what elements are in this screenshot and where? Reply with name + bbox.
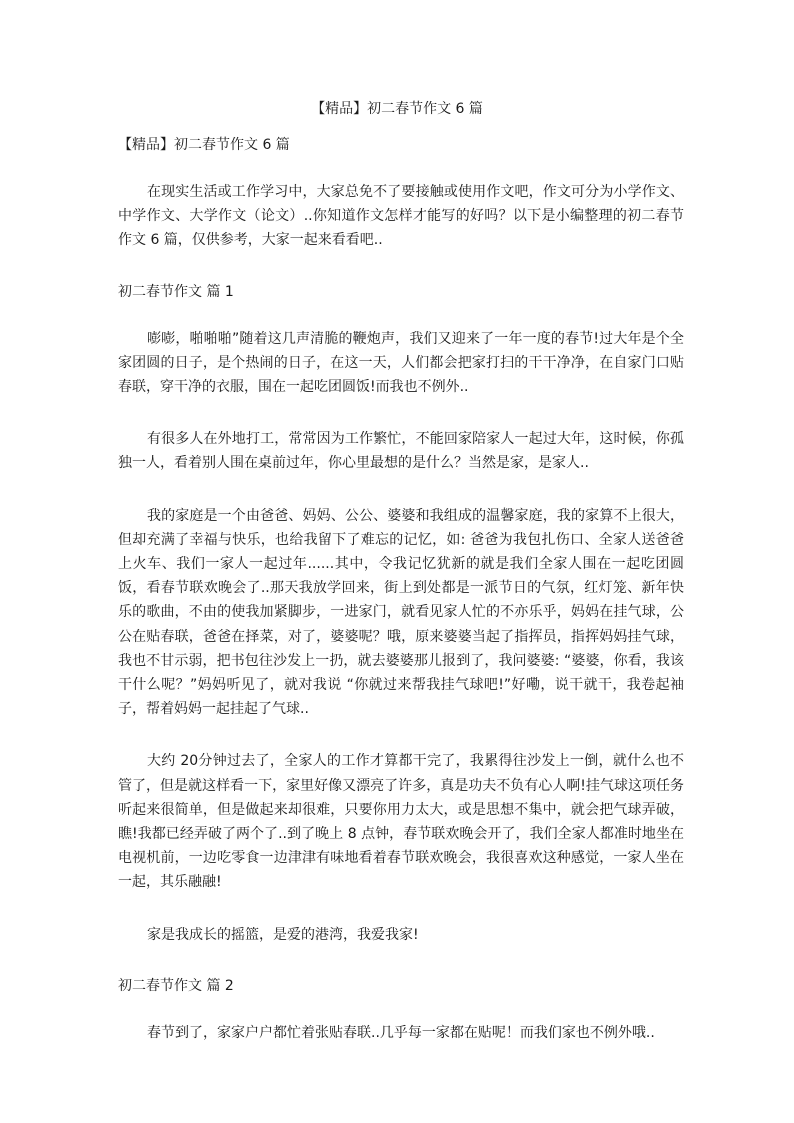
section-2-paragraph: 春节到了，家家户户都忙着张贴春联..几乎每一家都在贴呢！而我们家也不例外哦..: [147, 1024, 655, 1041]
section-1-paragraph: 嘭嘭，啪啪啪”随着这几声清脆的鞭炮声，我们又迎来了一年一度的春节!过大年是个全家团圆的日子，是个热闹的日子，在这一天，人们都会把家打扫的干干净净，在自家门口贴春联，穿干净的衣服，围在一起吃团圆饭!而我也不例外..: [118, 330, 684, 396]
section-1-paragraph: 家是我成长的摇篮，是爱的港湾，我爱我家!: [147, 926, 419, 943]
document-body: [118, 134, 684, 1045]
document-subtitle: 【精品】初二春节作文 6 篇: [118, 137, 290, 153]
section-1-heading: 初二春节作文 篇 1: [118, 283, 234, 300]
document-title: 【精品】初二春节作文 6 篇: [311, 101, 483, 117]
section-1-paragraph: 我的家庭是一个由爸爸、妈妈、公公、婆婆和我组成的温馨家庭，我的家算不上很大，但却充满了幸福与快乐，也给我留下了难忘的记忆，如: 爸爸为我包扎伤口、全家人送爸爸上火车、我们一家人一起过年......其中，令我记忆犹新的就是我们全家人围在一起吃团圆饭，看春节联欢晚会了..那天我放学回来，街上到处都是一派节日的气氛，红灯笼、新年快乐的歌曲，不由的使我加紧脚步，一进家门，就看见家人忙的不亦乐乎，妈妈在挂气球，公公在贴春联，爸爸在择菜，对了，婆婆呢？哦，原来婆婆当起了指挥员，指挥妈妈挂气球，我也不甘示弱，把书包往沙发上一扔，就去婆婆那儿报到了，我问婆婆: “婆婆，你看，我该干什么呢？”妈妈听见了，就对我说 “你就过来帮我挂气球吧!”好嘞，说干就干，我卷起袖子，帮着妈妈一起挂起了气球..: [118, 507, 684, 718]
section-1-paragraph: 有很多人在外地打工，常常因为工作繁忙，不能回家陪家人一起过大年，这时候，你孤独一人，看着别人围在桌前过年，你心里最想的是什么？当然是家，是家人..: [118, 431, 684, 472]
intro-paragraph: 在现实生活或工作学习中，大家总免不了要接触或使用作文吧，作文可分为小学作文、中学作文、大学作文（论文）..你知道作文怎样才能写的好吗？以下是小编整理的初二春节作文 6 篇，仅供参考，大家一起来看看吧..: [118, 184, 684, 249]
section-2-heading: 初二春节作文 篇 2: [118, 977, 234, 994]
section-1-paragraph: 大约 20分钟过去了，全家人的工作才算都干完了，我累得往沙发上一倒，就什么也不管了，但是就这样看一下，家里好像又漂亮了许多，真是功夫不负有心人啊!挂气球这项任务听起来很简单，但是做起来却很难，只要你用力太大，或是思想不集中，就会把气球弄破，瞧!我都已经弄破了两个了..到了晚上 8 点钟，春节联欢晚会开了，我们全家人都准时地坐在电视机前，一边吃零食一边津津有味地看着春节联欢晚会，我很喜欢这种感觉，一家人坐在一起，其乐融融!: [118, 753, 684, 891]
